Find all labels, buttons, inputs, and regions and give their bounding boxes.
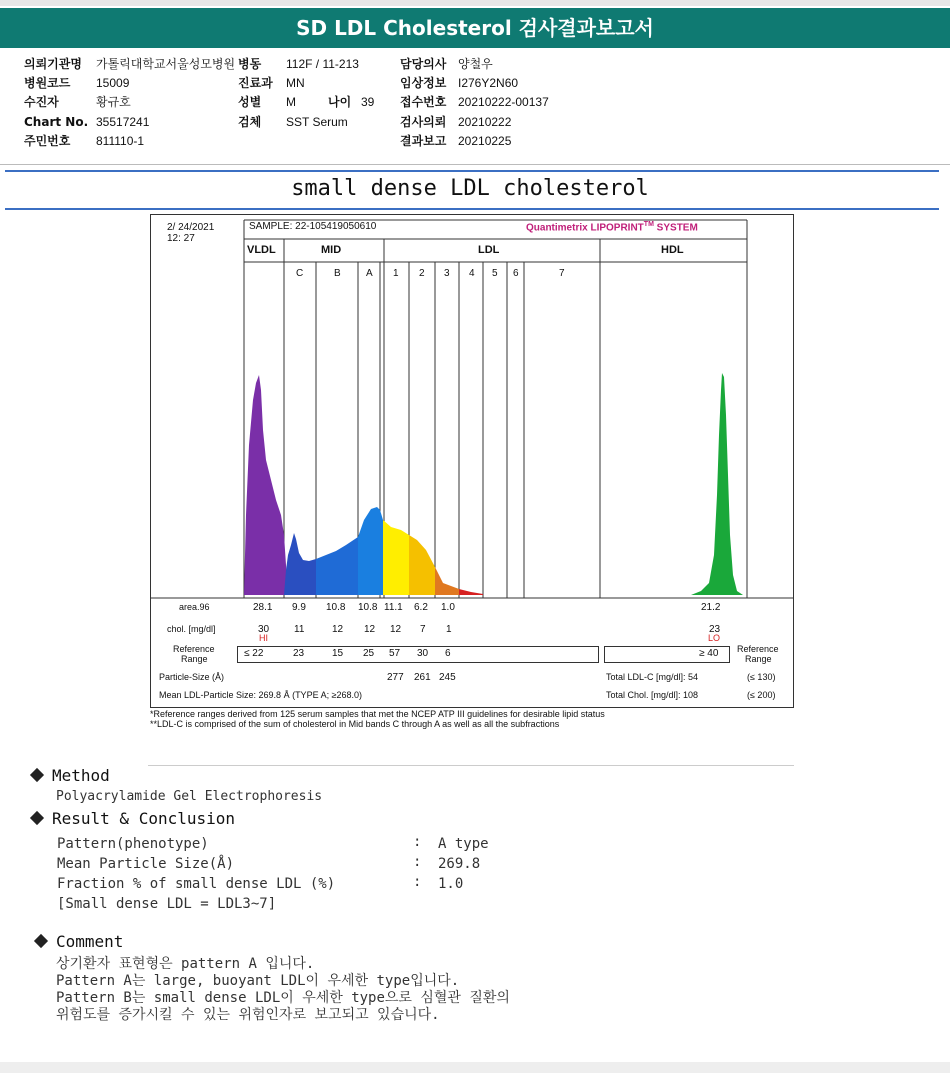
chol-hdl-flag: LO [708,633,721,643]
label-receipt-no: 접수번호 [400,95,447,109]
area-ldl-2: 6.2 [414,602,428,613]
result-sep-3: : [413,874,422,890]
header-divider [0,164,950,165]
ref-hdl: ≥ 40 [699,648,719,659]
chol-mid-b: 12 [332,624,344,635]
chol-ldl-3: 1 [446,624,452,635]
label-ward: 병동 [238,57,262,71]
ref-label-1: Reference [173,644,215,654]
sample-id: SAMPLE: 22-105419050610 [249,221,377,232]
report-title: SD LDL Cholesterol 검사결과보고서 [0,8,950,48]
band-6: 6 [513,268,519,279]
ldl-1-peak [383,520,409,595]
total-chol: Total Chol. [mg/dl]: 108 [606,690,699,700]
vldl-peak [244,375,288,595]
value-resident-no: 811110-1 [96,134,145,148]
value-doctor: 양철우 [458,57,493,71]
value-age: 39 [361,95,375,109]
region-mid: MID [321,244,342,256]
value-sex: M [286,95,296,109]
comment-heading [36,932,123,951]
chol-vldl: 30 [258,624,270,635]
band-1: 1 [393,268,399,279]
chart-time: 12: 27 [167,233,195,244]
section-rule-bottom [5,208,939,210]
value-report-date: 20210225 [458,134,512,148]
chol-ldl-2: 7 [420,624,426,635]
mid-a-peak [358,507,383,595]
chol-hdl: 23 [709,624,721,635]
footnote-ldl-c: **LDL-C is comprised of the sum of cholesterol in Mid bands C through A as well as all the subfractions [150,719,560,729]
area-mid-a: 10.8 [358,602,378,613]
chol-mid-a: 12 [364,624,376,635]
patient-info [0,55,950,160]
value-requesting-org: 가톨릭대학교서울성모병원 [96,57,236,71]
value-department: MN [286,76,305,90]
result-heading-text: Result & Conclusion [52,809,236,828]
diamond-bullet-icon [30,767,44,781]
value-patient: 황규호 [96,95,131,109]
ref-mid-c: 23 [293,648,305,659]
particle-size-2: 261 [414,672,431,683]
diamond-bullet-icon [34,933,48,947]
area-ldl-1: 11.1 [384,602,403,613]
comment-line-4: 위험도를 증가시킬 수 있는 위험인자로 보고되고 있습니다. [56,1007,440,1023]
label-doctor: 담당의사 [400,57,447,71]
bottom-scroll-area [0,1062,950,1073]
electrophoresis-plot [151,215,793,707]
band-b: B [334,268,341,279]
diamond-bullet-icon [30,810,44,824]
particle-size-3: 245 [439,672,456,683]
chart-date: 2/ 24/2021 [167,222,215,233]
label-chart-no: Chart No. [24,115,89,129]
ldl-4-peak [459,589,483,595]
chol-label: chol. [mg/dl] [167,624,216,634]
result-note: [Small dense LDL = LDL3~7] [57,896,277,912]
region-vldl: VLDL [247,244,276,256]
brand-name: Quantimetrix LIPOPRINT [526,222,644,234]
value-ward: 112F / 11-213 [286,57,359,71]
ref-right-label-2: Range [745,654,772,664]
mid-c-peak [284,533,316,595]
band-c: C [296,268,304,279]
ref-right-label-1: Reference [737,644,779,654]
result-sep-1: : [413,834,422,850]
result-key-1: Pattern(phenotype) [57,836,209,852]
mid-b-peak [316,537,358,595]
band-2: 2 [419,268,425,279]
result-heading [32,809,235,828]
ref-ldl-2: 30 [417,648,429,659]
label-sex: 성별 [238,95,262,109]
area-mid-b: 10.8 [326,602,346,613]
ldl-2-peak [409,535,435,595]
chol-vldl-flag: HI [259,633,268,643]
result-value-pattern: A type [438,836,489,852]
label-requesting-org: 의뢰기관명 [24,57,82,71]
area-hdl: 21.2 [701,602,721,613]
label-resident-no: 주민번호 [24,134,71,148]
band-4: 4 [469,268,475,279]
band-7: 7 [559,268,565,279]
mean-ldl-particle-size: Mean LDL-Particle Size: 269.8 Å (TYPE A; ≥268.0) [159,690,363,700]
value-specimen: SST Serum [286,115,348,129]
section-title: small dense LDL cholesterol [291,176,649,201]
ref-label-2: Range [181,654,208,664]
chol-mid-c: 11 [294,624,305,635]
label-report-date: 결과보고 [400,134,447,148]
ref-mid-b: 15 [332,648,344,659]
chol-ldl-1: 12 [390,624,402,635]
result-key-2: Mean Particle Size(Å) [57,856,235,872]
ldl-3-peak [435,567,459,595]
area-label: area.96 [179,602,210,612]
area-vldl: 28.1 [253,602,273,613]
value-request-date: 20210222 [458,115,512,129]
value-chart-no: 35517241 [96,115,150,129]
footnote-reference: *Reference ranges derived from 125 serum samples that met the NCEP ATP III guidelines for desirable lipid status [150,709,605,719]
total-ldl-c-ref: (≤ 130) [747,672,776,682]
label-hospital-code: 병원코드 [24,76,71,90]
brand-suffix: SYSTEM [653,222,698,234]
region-ldl: LDL [478,244,500,256]
label-clinical-info: 임상정보 [400,76,447,90]
method-heading [32,766,110,785]
label-age: 나이 [328,95,352,109]
brand-tm: TM [643,221,654,228]
particle-size-label: Particle-Size (Å) [159,672,225,682]
label-department: 진료과 [238,76,273,90]
comment-heading-text: Comment [56,932,124,951]
result-sep-2: : [413,854,422,870]
method-divider [148,765,794,766]
comment-line-1: 상기환자 표현형은 pattern A 입니다. [56,956,315,972]
label-specimen: 검체 [238,115,262,129]
lipoprint-chart [150,214,794,708]
ref-mid-a: 25 [363,648,375,659]
result-value-fraction: 1.0 [438,876,464,892]
value-clinical-info: I276Y2N60 [458,76,519,90]
method-text: Polyacrylamide Gel Electrophoresis [56,789,323,804]
section-rule-top [5,170,939,172]
band-a: A [366,268,373,279]
result-value-mean-size: 269.8 [438,856,481,872]
area-mid-c: 9.9 [292,602,306,613]
top-border [0,0,950,6]
value-hospital-code: 15009 [96,76,130,90]
total-chol-ref: (≤ 200) [747,690,776,700]
total-ldl-c: Total LDL-C [mg/dl]: 54 [606,672,699,682]
value-receipt-no: 20210222-00137 [458,95,549,109]
lipoprint-brand [526,221,698,233]
comment-line-3: Pattern B는 small dense LDL이 우세한 type으로 심혈관 질환의 [56,990,510,1006]
band-3: 3 [444,268,450,279]
label-request-date: 검사의뢰 [400,115,447,129]
comment-line-2: Pattern A는 large, buoyant LDL이 우세한 type입니다. [56,973,460,989]
area-ldl-3: 1.0 [441,602,455,613]
region-hdl: HDL [661,244,684,256]
label-patient: 수진자 [24,95,59,109]
method-heading-text: Method [52,766,110,785]
ref-ldl-3: 6 [445,648,451,659]
ref-vldl: ≤ 22 [244,648,264,659]
ref-ldl-1: 57 [389,648,401,659]
band-5: 5 [492,268,498,279]
particle-size-1: 277 [387,672,404,683]
hdl-peak [691,373,743,595]
result-key-3: Fraction % of small dense LDL (%) [57,876,336,892]
